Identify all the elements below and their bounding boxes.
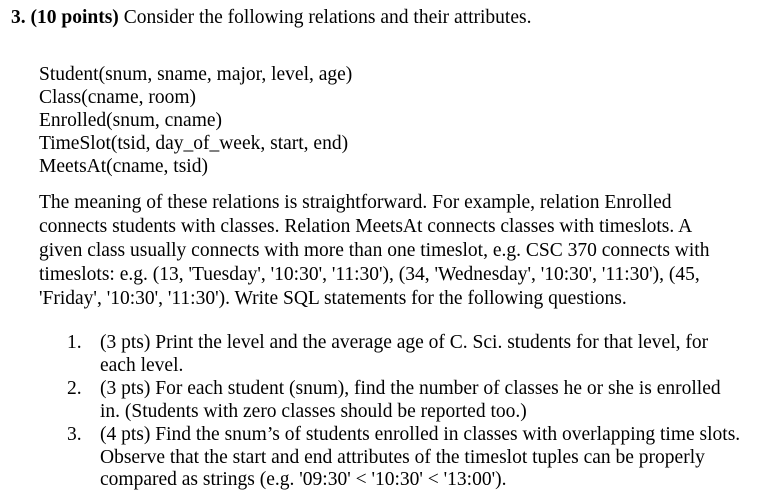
sub-question-3 <box>67 424 767 492</box>
relation-schema-list <box>39 63 352 178</box>
paragraph-line: 'Friday', '10:30', '11:30'). Write SQL statements for the following questions. <box>39 288 627 309</box>
sub-question-line: each level. <box>100 354 184 376</box>
sub-question-line: (4 pts) Find the snum’s of students enrolled in classes with overlapping time slots. <box>100 424 741 445</box>
paragraph-line: timeslots: e.g. (13, 'Tuesday', '10:30', '11:30'), (34, 'Wednesday', '10:30', '11:30'), (45, <box>39 264 700 285</box>
relation-student: Student(snum, sname, major, level, age) <box>39 64 353 85</box>
sub-question-line: in. (Students with zero classes should be reported too.) <box>100 400 527 422</box>
relation-meetsat: MeetsAt(cname, tsid) <box>39 156 208 177</box>
paragraph-line: connects students with classes. Relation MeetsAt connects classes with timeslots. A <box>39 216 693 237</box>
question-points: (10 points) <box>30 7 119 28</box>
sub-question-line: Observe that the start and end attributes of the timeslot tuples can be properly <box>100 446 705 468</box>
relation-timeslot: TimeSlot(tsid, day_of_week, start, end) <box>39 133 349 154</box>
sub-question-number: 3. <box>67 424 82 445</box>
sub-question-list <box>67 332 767 493</box>
sub-question-number: 2. <box>67 378 82 399</box>
sub-question-line: (3 pts) For each student (snum), find the number of classes he or she is enrolled <box>100 378 721 399</box>
sub-question-number: 1. <box>67 332 82 353</box>
question-heading <box>11 6 531 30</box>
relation-enrolled: Enrolled(snum, cname) <box>39 110 223 131</box>
paragraph-line: The meaning of these relations is straightforward. For example, relation Enrolled <box>39 192 672 213</box>
sub-question-1 <box>67 332 767 377</box>
sub-question-line: compared as strings (e.g. '09:30' < '10:30' < '13:00'). <box>100 469 507 490</box>
relation-class: Class(cname, room) <box>39 87 197 108</box>
sub-question-line: (3 pts) Print the level and the average age of C. Sci. students for that level, for <box>100 332 709 353</box>
question-number: 3. <box>11 7 26 28</box>
sub-question-2 <box>67 378 767 423</box>
description-paragraph <box>39 191 764 311</box>
question-intro: Consider the following relations and their attributes. <box>123 7 532 28</box>
paragraph-line: given class usually connects with more than one timeslot, e.g. CSC 370 connects with <box>39 240 710 261</box>
